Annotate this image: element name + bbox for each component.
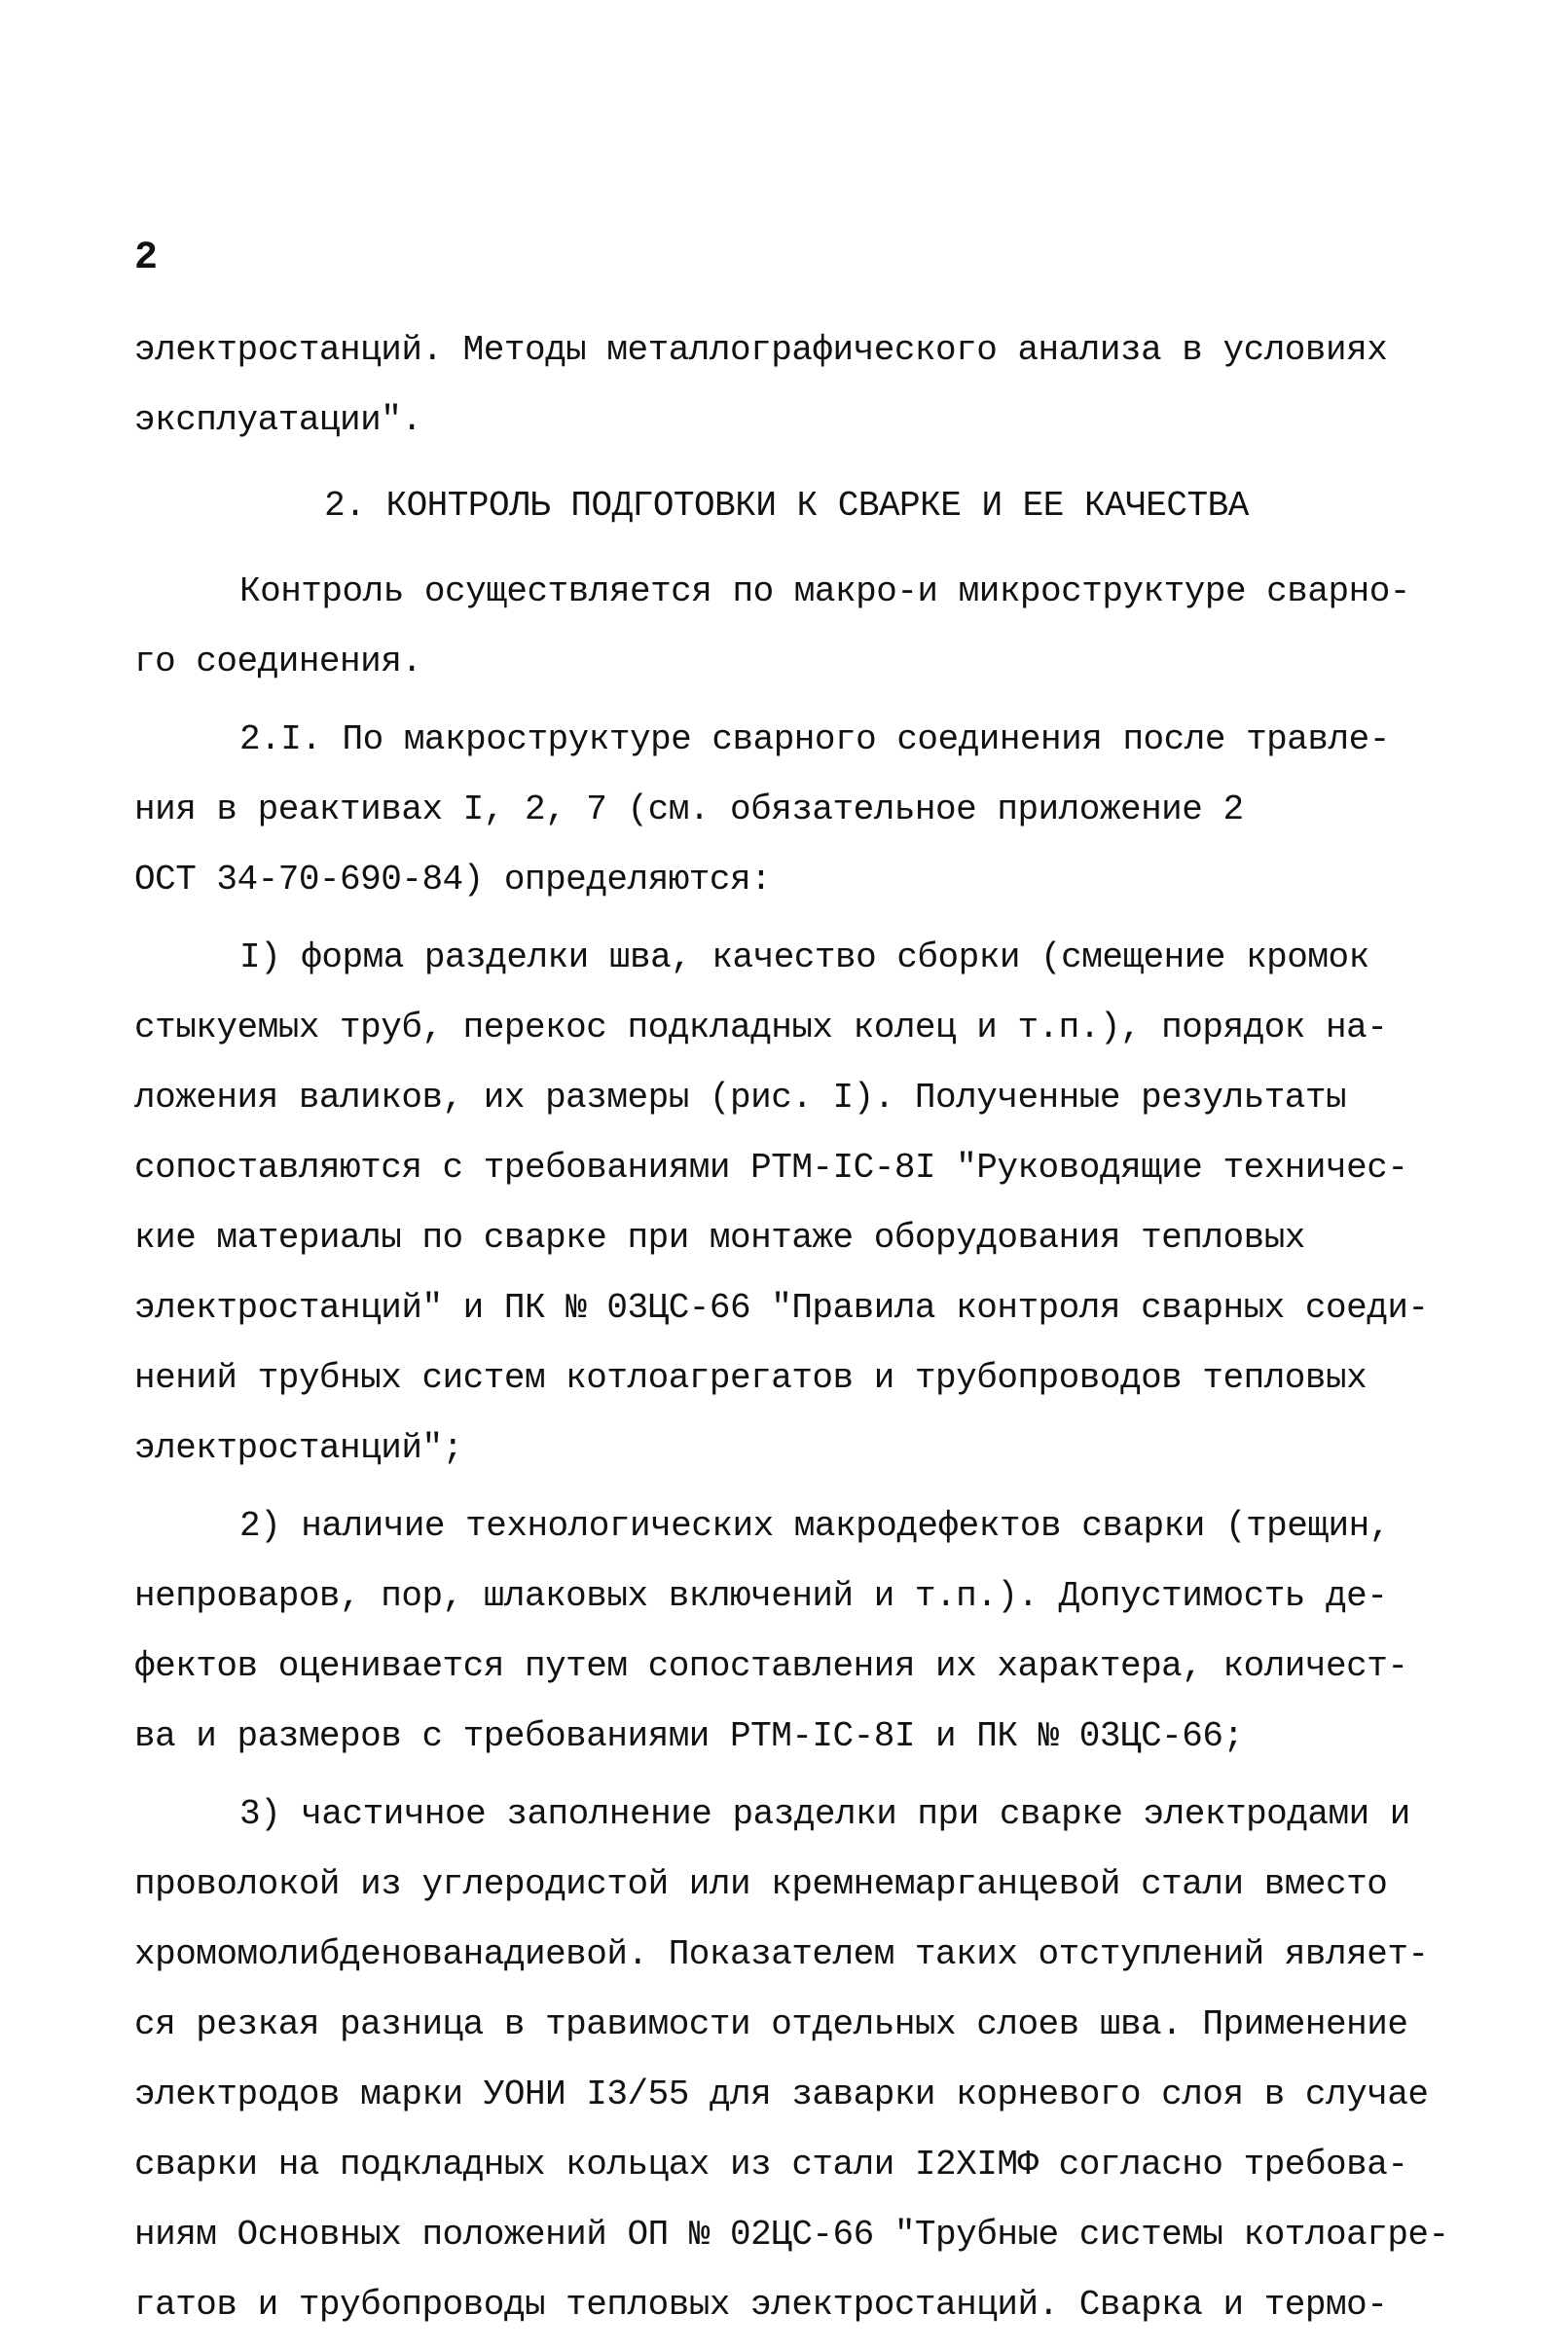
- page-number: 2: [134, 237, 159, 280]
- list-item-3: 3) частичное заполнение разделки при сварке электродами и проволокой из углеродистой или кремнемарганцевой стали вместо хромомолибденованадиевой. Показателем таких отступлений являет- ся резкая разница в травимости отдельных слоев шва. Применение электродов марки УОНИ I3/55 для заварки корневого слоя в случае сварки на подкладных кольцах из стали I2ХIМФ согласно требова- ниям Основных положений ОП № 02ЦС-66 "Трубные системы котлоагре- гатов и трубопроводы тепловых электростанций. Сварка и термо-: [134, 1794, 1449, 2325]
- paragraph-intro: Контроль осуществляется по макро-и микроструктуре сварно- го соединения.: [134, 571, 1410, 681]
- list-item-2: 2) наличие технологических макродефектов сварки (трещин, непроваров, пор, шлаковых включений и т.п.). Допустимость де- фектов оценивается путем сопоставления их характера, количест- ва и размеров с требованиями РТМ-IС-8I и ПК № 03ЦС-66;: [134, 1506, 1408, 1756]
- paragraph-2-1: 2.I. По макроструктуре сварного соединения после травле- ния в реактивах I, 2, 7 (см. обязательное приложение 2 ОСТ 34-70-690-84) определяются:: [134, 719, 1390, 900]
- document-body: [134, 315, 1497, 2340]
- section-heading: 2. КОНТРОЛЬ ПОДГОТОВКИ К СВАРКЕ И ЕЕ КАЧЕСТВА: [324, 486, 1249, 526]
- paragraph-continuation: электростанций. Методы металлографического анализа в условиях эксплуатации".: [134, 330, 1388, 440]
- list-item-1: I) форма разделки шва, качество сборки (смещение кромок стыкуемых труб, перекос подкладных колец и т.п.), порядок на- ложения валиков, их размеры (рис. I). Полученные результаты сопоставляются с требованиями РТМ-IС-8I "Руководящие техничес- кие материалы по сварке при монтаже оборудования тепловых электростанций" и ПК № 03ЦС-66 "Правила контроля сварных соеди- нений трубных систем котлоагрегатов и трубопроводов тепловых электростанций";: [134, 937, 1429, 1468]
